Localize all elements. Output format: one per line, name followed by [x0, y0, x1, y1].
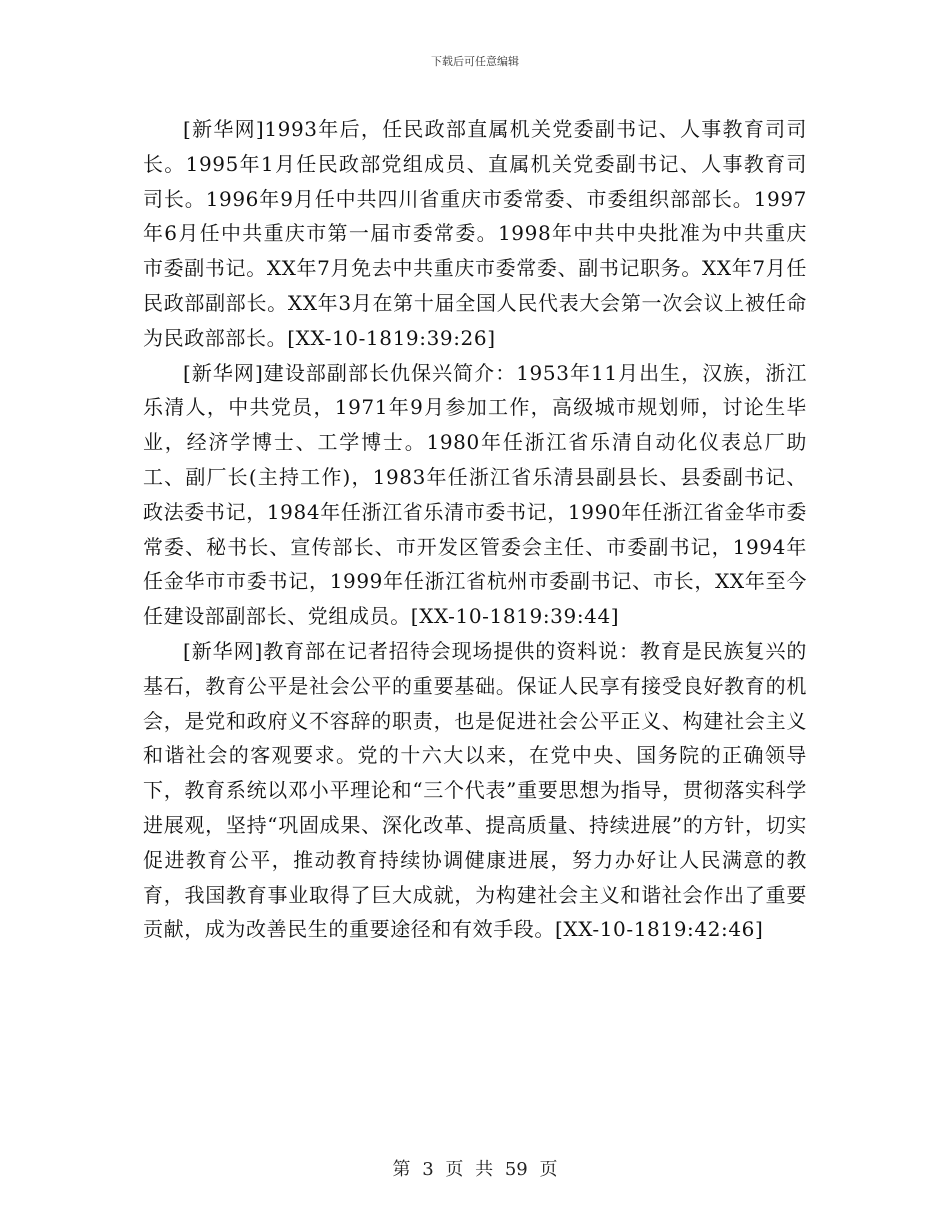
paragraph-2: [新华网]建设部副部长仇保兴简介：1953年11月出生，汉族，浙江乐清人，中共党员，1971年9月参加工作，高级城市规划师，讨论生毕业，经济学博士、工学博士。1980年任浙江省乐清自动化仪表总厂助工、副厂长(主持工作)，1983年任浙江省乐清县副县长、县委副书记、政法委书记，1984年任浙江省乐清市委书记，1990年任浙江省金华市委常委、秘书长、宣传部长、市开发区管委会主任、市委副书记，1994年任金华市市委书记，1999年任浙江省杭州市委副书记、市长，XX年至今任建设部副部长、党组成员。[XX-10-1819:39:44] — [143, 360, 807, 629]
paragraph-3: [新华网]教育部在记者招待会现场提供的资料说：教育是民族复兴的基石，教育公平是社会公平的重要基础。保证人民享有接受良好教育的机会，是党和政府义不容辞的职责，也是促进社会公平正义、构建社会主义和谐社会的客观要求。党的十六大以来，在党中央、国务院的正确领导下，教育系统以邓小平理论和“三个代表”重要思想为指导，贯彻落实科学进展观，坚持“巩固成果、深化改革、提高质量、持续进展”的方针，切实促进教育公平，推动教育持续协调健康进展，努力办好让人民满意的教育，我国教育事业取得了巨大成就，为构建社会主义和谐社会作出了重要贡献，成为改善民生的重要途径和有效手段。[XX-10-1819:42:46] — [143, 638, 807, 942]
paragraph-1: [新华网]1993年后，任民政部直属机关党委副书记、人事教育司司长。1995年1月任民政部党组成员、直属机关党委副书记、人事教育司司长。1996年9月任中共四川省重庆市委常委、市委组织部部长。1997年6月任中共重庆市第一届市委常委。1998年中共中央批准为中共重庆市委副书记。XX年7月免去中共重庆市委常委、副书记职务。XX年7月任民政部副部长。XX年3月在第十届全国人民代表大会第一次会议上被任命为民政部部长。[XX-10-1819:39:26] — [143, 117, 807, 350]
page-number-footer: 第 3 页 共 59 页 — [392, 1159, 558, 1180]
document-body — [143, 112, 807, 947]
page-header: 下载后可任意编辑 — [431, 55, 519, 68]
